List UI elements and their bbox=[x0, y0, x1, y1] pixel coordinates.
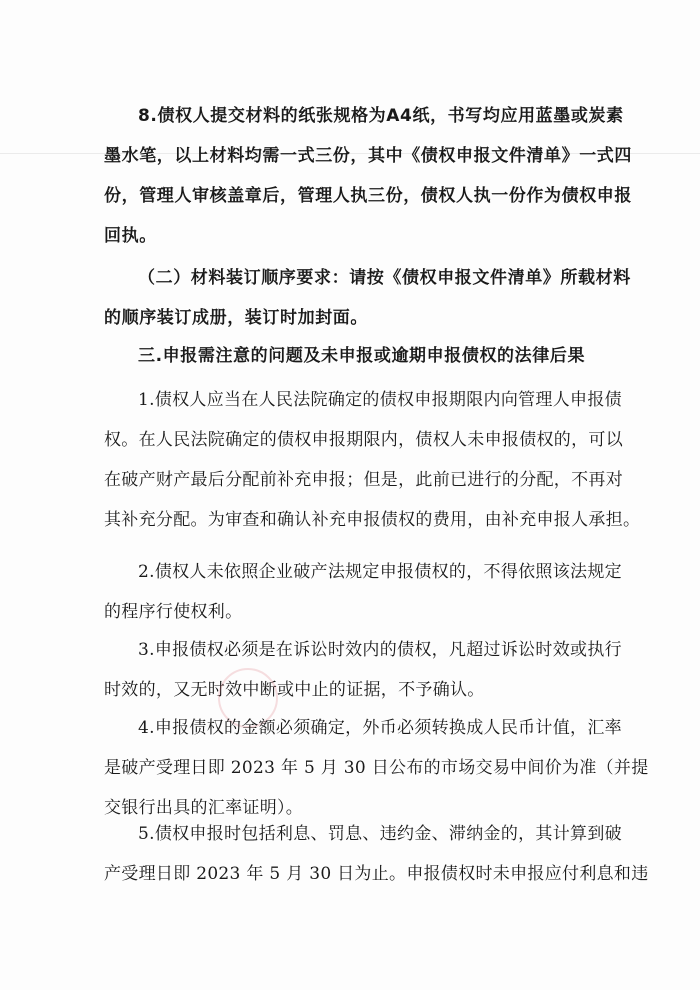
paragraph-line: 权。在人民法院确定的债权申报期限内，债权人未申报债权的，可以 bbox=[104, 430, 623, 450]
paragraph-line: 在破产财产最后分配前补充申报；但是，此前已进行的分配，不再对 bbox=[104, 470, 623, 490]
paragraph-line: 交银行出具的汇率证明）。 bbox=[104, 798, 304, 818]
paragraph-line: 其补充分配。为审查和确认补充申报债权的费用，由补充申报人承担。 bbox=[104, 510, 641, 530]
paragraph-line: 的顺序装订成册，装订时加封面。 bbox=[104, 308, 368, 328]
paragraph-line: 3.申报债权必须是在诉讼时效内的债权，凡超过诉讼时效或执行 bbox=[138, 640, 622, 660]
paragraph-line: 回执。 bbox=[104, 226, 157, 246]
point-1-paragraph bbox=[104, 380, 641, 540]
paragraph-line: 4.申报债权的金额必须确定，外币必须转换成人民币计值，汇率 bbox=[138, 718, 622, 738]
paragraph-line: 墨水笔，以上材料均需一式三份，其中《债权申报文件清单》一式四 bbox=[104, 146, 632, 166]
paragraph-line: 份，管理人审核盖章后，管理人执三份，债权人执一份作为债权申报 bbox=[104, 186, 632, 206]
point-4-paragraph bbox=[104, 708, 649, 828]
section-3-heading: 三.申报需注意的问题及未申报或逾期申报债权的法律后果 bbox=[138, 346, 586, 366]
paragraph-line: 产受理日即 2023 年 5 月 30 日为止。申报债权时未申报应付利息和违 bbox=[104, 864, 649, 884]
paragraph-line: 2.债权人未依照企业破产法规定申报债权的，不得依照该法规定 bbox=[138, 562, 622, 582]
paragraph-line: （二）材料装订顺序要求：请按《债权申报文件清单》所载材料 bbox=[138, 268, 631, 288]
point-5-paragraph bbox=[104, 814, 649, 894]
paragraph-line: 的程序行使权利。 bbox=[104, 602, 243, 622]
paragraph-line: 是破产受理日即 2023 年 5 月 30 日公布的市场交易中间价为准（并提 bbox=[104, 758, 649, 778]
paragraph-line: 8.债权人提交材料的纸张规格为A4纸，书写均应用蓝墨或炭素 bbox=[138, 106, 624, 126]
paragraph-line: 5.债权申报时包括利息、罚息、违约金、滞纳金的，其计算到破 bbox=[138, 824, 622, 844]
point-3-paragraph bbox=[104, 630, 622, 710]
item-8-paragraph bbox=[104, 96, 632, 256]
binding-order-paragraph bbox=[104, 258, 631, 338]
paragraph-line: 1.债权人应当在人民法院确定的债权申报期限内向管理人申报债 bbox=[138, 390, 622, 410]
paragraph-line: 时效的，又无时效中断或中止的证据，不予确认。 bbox=[104, 680, 485, 700]
point-2-paragraph bbox=[104, 552, 622, 632]
